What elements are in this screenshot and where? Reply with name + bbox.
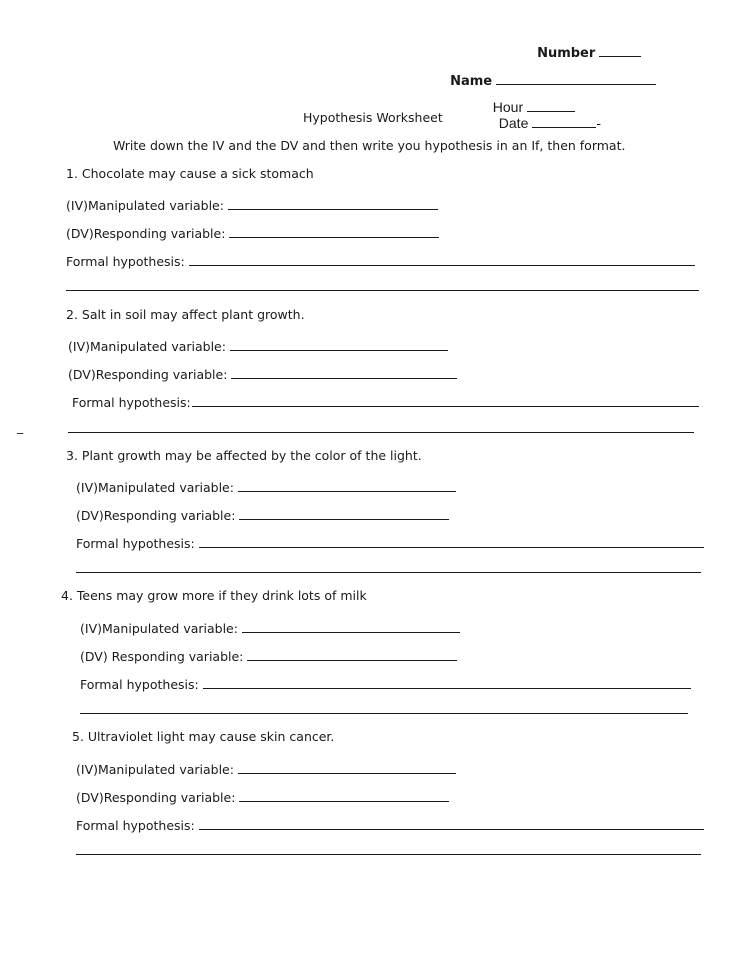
hypothesis-label: Formal hypothesis: bbox=[76, 536, 195, 551]
hypothesis-line-2[interactable] bbox=[76, 572, 701, 573]
question-3-prompt: 3. Plant growth may be affected by the color of the light. bbox=[66, 448, 422, 463]
iv-blank[interactable] bbox=[242, 619, 460, 633]
question-1-prompt: 1. Chocolate may cause a sick stomach bbox=[66, 166, 314, 181]
dv-blank[interactable] bbox=[239, 788, 449, 802]
iv-blank[interactable] bbox=[238, 760, 456, 774]
number-label: Number bbox=[537, 46, 596, 61]
number-field bbox=[528, 30, 641, 60]
date-trailing: - bbox=[596, 115, 602, 131]
hypothesis-blank[interactable] bbox=[199, 534, 704, 548]
hypothesis-label: Formal hypothesis: bbox=[72, 395, 191, 410]
question-5-hypothesis bbox=[76, 816, 704, 833]
name-blank[interactable] bbox=[496, 71, 656, 85]
question-3-dv bbox=[76, 506, 449, 523]
question-2-prompt: 2. Salt in soil may affect plant growth. bbox=[66, 307, 305, 322]
hypothesis-blank[interactable] bbox=[203, 675, 691, 689]
dv-label: (DV)Responding variable: bbox=[68, 367, 228, 382]
question-4-prompt: 4. Teens may grow more if they drink lots of milk bbox=[61, 588, 367, 603]
question-3-iv bbox=[76, 478, 456, 495]
number-blank[interactable] bbox=[599, 43, 641, 57]
dv-label: (DV)Responding variable: bbox=[76, 508, 236, 523]
instructions: Write down the IV and the DV and then write you hypothesis in an If, then format. bbox=[113, 138, 626, 153]
hypothesis-label: Formal hypothesis: bbox=[66, 254, 185, 269]
hypothesis-line-2[interactable] bbox=[68, 432, 694, 433]
iv-label: (IV)Manipulated variable: bbox=[66, 198, 224, 213]
dv-blank[interactable] bbox=[239, 506, 449, 520]
hypothesis-line-2[interactable] bbox=[66, 290, 699, 291]
dv-label: (DV)Responding variable: bbox=[76, 790, 236, 805]
hypothesis-blank[interactable] bbox=[189, 252, 695, 266]
iv-label: (IV)Manipulated variable: bbox=[76, 480, 234, 495]
dv-label: (DV) Responding variable: bbox=[80, 649, 244, 664]
question-1-iv bbox=[66, 196, 438, 213]
question-2-iv bbox=[68, 337, 448, 354]
dv-blank[interactable] bbox=[231, 365, 457, 379]
iv-blank[interactable] bbox=[238, 478, 456, 492]
page-title: Hypothesis Worksheet bbox=[303, 110, 443, 125]
hypothesis-blank[interactable] bbox=[192, 393, 699, 407]
iv-label: (IV)Manipulated variable: bbox=[76, 762, 234, 777]
hypothesis-line-2[interactable] bbox=[76, 854, 701, 855]
question-5-iv bbox=[76, 760, 456, 777]
question-2-dv bbox=[68, 365, 457, 382]
question-4-dv bbox=[80, 647, 457, 664]
hour-date-row bbox=[485, 84, 601, 130]
name-label: Name bbox=[450, 74, 493, 89]
dv-label: (DV)Responding variable: bbox=[66, 226, 226, 241]
question-5-prompt: 5. Ultraviolet light may cause skin cancer. bbox=[72, 729, 335, 744]
question-4-iv bbox=[80, 619, 460, 636]
question-1-dv bbox=[66, 224, 439, 241]
question-4-hypothesis bbox=[80, 675, 691, 692]
hypothesis-blank[interactable] bbox=[199, 816, 704, 830]
hypothesis-line-2[interactable] bbox=[80, 713, 688, 714]
hypothesis-label: Formal hypothesis: bbox=[76, 818, 195, 833]
question-2-hypothesis bbox=[72, 393, 699, 410]
question-5-dv bbox=[76, 788, 449, 805]
date-blank[interactable] bbox=[532, 114, 596, 128]
iv-label: (IV)Manipulated variable: bbox=[80, 621, 238, 636]
iv-blank[interactable] bbox=[228, 196, 438, 210]
stray-mark: _ bbox=[17, 419, 24, 434]
iv-blank[interactable] bbox=[230, 337, 448, 351]
hour-blank[interactable] bbox=[527, 98, 575, 112]
iv-label: (IV)Manipulated variable: bbox=[68, 339, 226, 354]
dv-blank[interactable] bbox=[247, 647, 457, 661]
hour-label: Hour bbox=[492, 99, 524, 115]
hypothesis-label: Formal hypothesis: bbox=[80, 677, 199, 692]
question-3-hypothesis bbox=[76, 534, 704, 551]
dv-blank[interactable] bbox=[229, 224, 439, 238]
date-label: Date bbox=[498, 115, 529, 131]
question-1-hypothesis bbox=[66, 252, 695, 269]
